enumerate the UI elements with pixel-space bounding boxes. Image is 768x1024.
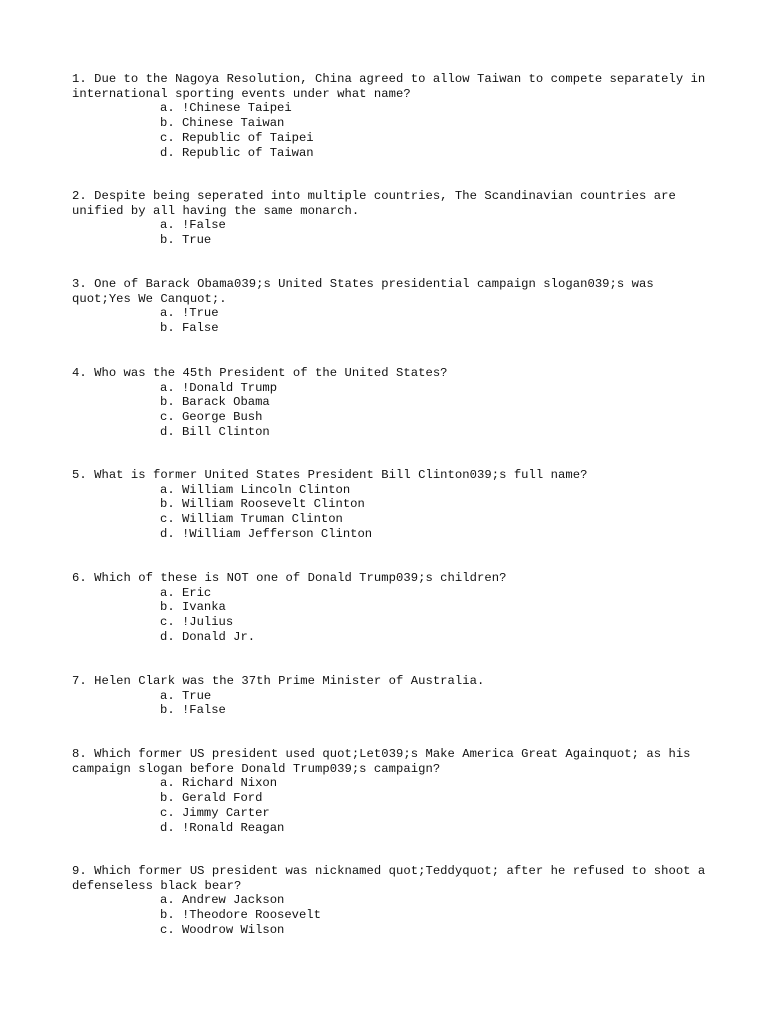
answer-options (72, 893, 712, 937)
question-text: 4. Who was the 45th President of the United States? (72, 366, 448, 380)
answer-option: c. Republic of Taipei (160, 130, 314, 145)
answer-option: a. !Donald Trump (160, 380, 278, 395)
question-4 (72, 366, 712, 440)
answer-option: b. False (160, 321, 219, 336)
question-text: 8. Which former US president used quot;Let039;s Make America Great Againquot; as his campaign slogan before Donald Trump039;s campaign? (72, 747, 698, 776)
answer-option: a. !True (160, 306, 219, 321)
question-text: 5. What is former United States President Bill Clinton039;s full name? (72, 468, 588, 482)
answer-option: d. Bill Clinton (160, 424, 270, 439)
question-text: 3. One of Barack Obama039;s United States presidential campaign slogan039;s was quot;Yes We Canquot;. (72, 277, 662, 306)
question-text: 6. Which of these is NOT one of Donald Trump039;s children? (72, 571, 507, 585)
answer-option: b. Chinese Taiwan (160, 116, 285, 131)
answer-options (72, 101, 712, 160)
answer-option: b. William Roosevelt Clinton (160, 497, 365, 512)
question-7 (72, 674, 712, 718)
answer-option: c. George Bush (160, 410, 263, 425)
answer-option: a. !False (160, 218, 226, 233)
answer-options (72, 689, 712, 718)
question-text: 2. Despite being seperated into multiple countries, The Scandinavian countries are unified by all having the same monarch. (72, 189, 684, 218)
answer-option: b. Gerald Ford (160, 791, 263, 806)
answer-option: b. !False (160, 703, 226, 718)
answer-option: b. Barack Obama (160, 395, 270, 410)
answer-option: a. Andrew Jackson (160, 893, 285, 908)
answer-options (72, 306, 712, 335)
answer-option: a. !Chinese Taipei (160, 101, 292, 116)
answer-options (72, 381, 712, 440)
answer-options (72, 483, 712, 542)
answer-option: d. Donald Jr. (160, 629, 256, 644)
answer-options (72, 218, 712, 247)
answer-option: b. Ivanka (160, 600, 226, 615)
question-text: 9. Which former US president was nicknamed quot;Teddyquot; after he refused to shoot a defenseless black bear? (72, 864, 713, 893)
answer-option: d. Republic of Taiwan (160, 145, 314, 160)
answer-option: c. William Truman Clinton (160, 512, 343, 527)
question-1 (72, 72, 712, 160)
question-9 (72, 864, 712, 938)
answer-option: a. Richard Nixon (160, 776, 278, 791)
answer-option: a. True (160, 688, 212, 703)
question-6 (72, 571, 712, 645)
question-5 (72, 468, 712, 542)
answer-option: d. !Ronald Reagan (160, 820, 285, 835)
question-text: 1. Due to the Nagoya Resolution, China agreed to allow Taiwan to compete separately in international sporting events under what name? (72, 72, 713, 101)
answer-option: c. Woodrow Wilson (160, 922, 285, 937)
answer-option: a. William Lincoln Clinton (160, 482, 351, 497)
answer-option: b. !Theodore Roosevelt (160, 908, 321, 923)
answer-option: b. True (160, 233, 212, 248)
question-2 (72, 189, 712, 248)
question-text: 7. Helen Clark was the 37th Prime Minister of Australia. (72, 674, 485, 688)
answer-option: a. Eric (160, 585, 212, 600)
question-8 (72, 747, 712, 835)
answer-option: d. !William Jefferson Clinton (160, 526, 373, 541)
answer-option: c. Jimmy Carter (160, 805, 270, 820)
answer-options (72, 776, 712, 835)
answer-options (72, 586, 712, 645)
question-3 (72, 277, 712, 336)
answer-option: c. !Julius (160, 615, 234, 630)
